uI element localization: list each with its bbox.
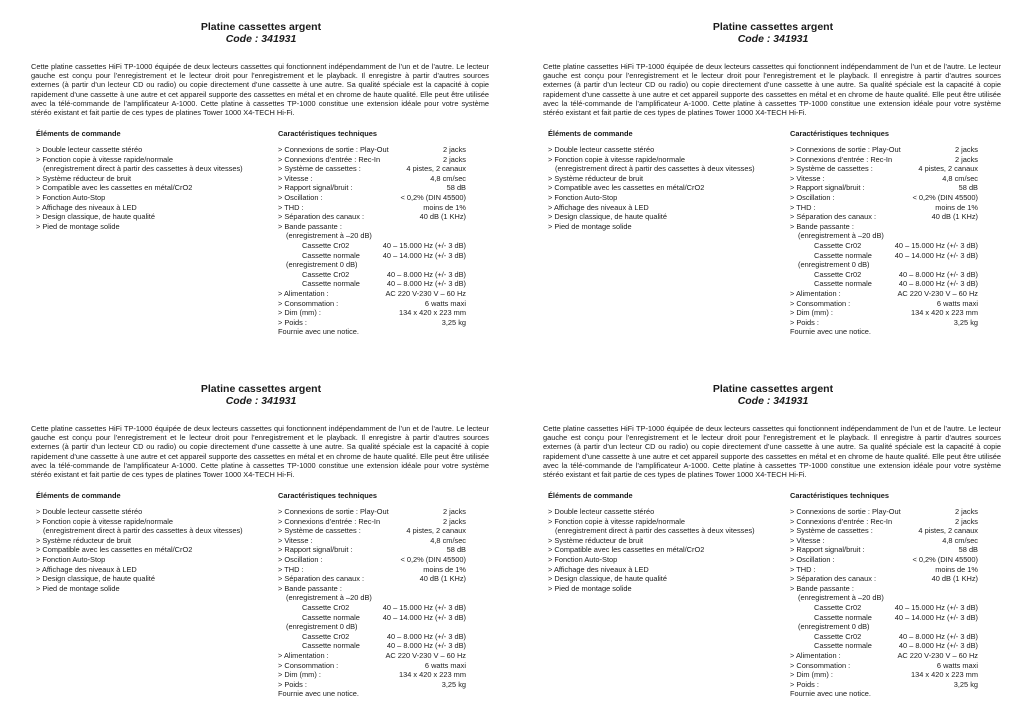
spec-label: (enregistrement à –20 dB) — [798, 593, 884, 603]
feature-item: > Compatible avec les cassettes en métal/CrO2 — [548, 545, 705, 555]
spec-label: > Bande passante : — [790, 583, 854, 593]
spec-label: Cassette normale — [302, 641, 360, 651]
features-list — [36, 145, 266, 231]
spec-label: > Rapport signal/bruit : — [278, 183, 353, 193]
spec-label: > Vitesse : — [278, 535, 313, 545]
spec-row — [790, 212, 978, 222]
feature-item: > Design classique, de haute qualité — [36, 212, 155, 222]
feature-item: (enregistrement direct à partir des cassettes à deux vitesses) — [43, 526, 243, 536]
spec-label: > Système de cassettes : — [278, 164, 361, 174]
features-list — [36, 507, 266, 593]
spec-value: 58 dB — [446, 545, 466, 555]
spec-value: < 0,2% (DIN 45500) — [912, 192, 978, 202]
spec-row — [790, 555, 978, 565]
spec-label: > Rapport signal/bruit : — [790, 545, 865, 555]
spec-label: > Système de cassettes : — [790, 164, 873, 174]
spec-row — [278, 318, 466, 328]
spec-value: 58 dB — [958, 183, 978, 193]
spec-row — [278, 164, 466, 174]
spec-value: 40 dB (1 KHz) — [931, 574, 978, 584]
spec-label: Cassette Cr02 — [302, 240, 350, 250]
spec-value: 3,25 kg — [953, 679, 978, 689]
spec-label: > Poids : — [278, 317, 307, 327]
spec-value: 40 – 14.000 Hz (+/- 3 dB) — [382, 250, 466, 260]
spec-value: 2 jacks — [954, 507, 978, 516]
spec-label: Cassette Cr02 — [814, 240, 862, 250]
spec-label: > Connexions de sortie : Play-Out — [790, 145, 901, 154]
product-sheet-1 — [31, 0, 491, 345]
spec-label: > Rapport signal/bruit : — [790, 183, 865, 193]
notice-footer: Fournie avec une notice. — [278, 327, 359, 337]
feature-item: > Système réducteur de bruit — [36, 535, 132, 545]
feature-item: > Affichage des niveaux à LED — [36, 202, 137, 212]
spec-row — [278, 593, 466, 603]
spec-row — [790, 279, 978, 289]
spec-value: 2 jacks — [954, 145, 978, 154]
spec-label: Cassette Cr02 — [302, 602, 350, 612]
spec-row — [790, 593, 978, 603]
spec-label: > Séparation des canaux : — [790, 212, 877, 222]
spec-value: 40 – 15.000 Hz (+/- 3 dB) — [894, 240, 978, 250]
spec-value: 40 – 8.000 Hz (+/- 3 dB) — [898, 641, 978, 651]
spec-label: > THD : — [790, 564, 816, 574]
spec-value: < 0,2% (DIN 45500) — [400, 192, 466, 202]
spec-row — [278, 555, 466, 565]
spec-label: > Oscillation : — [790, 554, 835, 564]
spec-value: 4 pistes, 2 canaux — [918, 526, 978, 536]
spec-row — [790, 536, 978, 546]
spec-label: > THD : — [278, 202, 304, 212]
spec-value: 4 pistes, 2 canaux — [918, 164, 978, 174]
spec-row — [278, 517, 466, 527]
spec-row — [278, 231, 466, 241]
spec-label: > Consommation : — [790, 660, 851, 670]
spec-row — [278, 507, 466, 517]
product-sheet-2 — [543, 0, 1003, 345]
spec-label: Cassette Cr02 — [814, 631, 862, 641]
spec-row — [790, 603, 978, 613]
spec-row — [790, 574, 978, 584]
product-description: Cette platine cassettes HiFi TP-1000 équipée de deux lecteurs cassettes qui fonctionnent indépendamment de l’un et de l’autre. Le lecteur gauche est conçu pour l’enregistrement et le lecteur droit pour l’enregistrement et le playback. Il enregistre à partir d’autres sources externes (à partir d’un lecteur CD ou radio) ou copie directement d’une cassette à une autre. Sa qualité spéciale est la capacité à copie rapidement d’une cassette à une autre et cet appareil supporte des cassettes en métal et en chrome de haute qualité. Elle peut être utilisée avec la télé-commande de l’amplificateur A-1000. Cette platine à cassettes TP-1000 constitue une extension idéale pour votre système stéréo existant et fait partie de ces types de platines Tower 1000 X4-TECH Hi-Fi. — [543, 62, 1001, 118]
spec-value: AC 220 V-230 V – 60 Hz — [897, 650, 978, 660]
features-list — [548, 507, 778, 593]
spec-row — [790, 231, 978, 241]
product-sheet-3 — [31, 362, 491, 707]
spec-value: 40 – 8.000 Hz (+/- 3 dB) — [898, 269, 978, 279]
spec-row — [278, 308, 466, 318]
spec-row — [790, 299, 978, 309]
spec-value: 40 – 8.000 Hz (+/- 3 dB) — [898, 631, 978, 641]
product-code: Code : 341931 — [737, 395, 809, 407]
spec-value: 40 – 8.000 Hz (+/- 3 dB) — [386, 279, 466, 289]
spec-label: (enregistrement 0 dB) — [798, 622, 870, 632]
spec-value: 6 watts maxi — [424, 660, 466, 670]
spec-row — [278, 680, 466, 690]
feature-item: > Double lecteur cassette stéréo — [548, 507, 655, 516]
spec-value: 4 pistes, 2 canaux — [406, 526, 466, 536]
spec-label: (enregistrement 0 dB) — [286, 260, 358, 270]
product-description: Cette platine cassettes HiFi TP-1000 équipée de deux lecteurs cassettes qui fonctionnent indépendamment de l’un et de l’autre. Le lecteur gauche est conçu pour l’enregistrement et le lecteur droit pour l’enregistrement et le playback. Il enregistre à partir d’autres sources externes (à partir d’un lecteur CD ou radio) ou copie directement d’une cassette à une autre. Sa qualité spéciale est la capacité à copie rapidement d’une cassette à une autre et cet appareil supporte des cassettes en métal et en chrome de haute qualité. Elle peut être utilisée avec la télé-commande de l’amplificateur A-1000. Cette platine à cassettes TP-1000 constitue une extension idéale pour votre système stéréo existant et fait partie de ces types de platines Tower 1000 X4-TECH Hi-Fi. — [31, 424, 489, 480]
spec-row — [790, 613, 978, 623]
product-code: Code : 341931 — [225, 33, 297, 45]
spec-label: > Séparation des canaux : — [278, 212, 365, 222]
spec-value: 2 jacks — [954, 516, 978, 526]
feature-item: > Affichage des niveaux à LED — [36, 564, 137, 574]
spec-value: 58 dB — [446, 183, 466, 193]
spec-label: > Poids : — [278, 679, 307, 689]
feature-item: > Fonction copie à vitesse rapide/normale — [548, 154, 686, 164]
spec-row — [790, 251, 978, 261]
spec-row — [278, 145, 466, 155]
spec-row — [790, 260, 978, 270]
spec-value: 6 watts maxi — [936, 660, 978, 670]
features-heading: Éléments de commande — [548, 129, 633, 138]
spec-row — [790, 632, 978, 642]
spec-label: > Alimentation : — [278, 288, 329, 298]
spec-label: > Consommation : — [278, 298, 339, 308]
spec-row — [790, 270, 978, 280]
spec-row — [278, 241, 466, 251]
feature-item: > Fonction Auto-Stop — [36, 554, 106, 564]
feature-item: (enregistrement direct à partir des cassettes à deux vitesses) — [555, 164, 755, 174]
spec-value: 40 – 14.000 Hz (+/- 3 dB) — [382, 612, 466, 622]
spec-row — [278, 565, 466, 575]
feature-item: > Système réducteur de bruit — [548, 173, 644, 183]
spec-row — [790, 241, 978, 251]
spec-label: Cassette normale — [302, 612, 360, 622]
spec-label: (enregistrement 0 dB) — [798, 260, 870, 270]
spec-value: 40 – 14.000 Hz (+/- 3 dB) — [894, 250, 978, 260]
feature-item: > Système réducteur de bruit — [548, 535, 644, 545]
feature-item: (enregistrement direct à partir des cassettes à deux vitesses) — [555, 526, 755, 536]
spec-row — [278, 661, 466, 671]
spec-label: > Dim (mm) : — [790, 308, 833, 318]
spec-row — [790, 174, 978, 184]
feature-item: > Pied de montage solide — [36, 221, 120, 231]
spec-value: 40 – 15.000 Hz (+/- 3 dB) — [382, 602, 466, 612]
spec-row — [790, 641, 978, 651]
spec-value: 4,8 cm/sec — [942, 535, 978, 545]
spec-value: moins de 1% — [423, 202, 466, 212]
spec-row — [790, 680, 978, 690]
feature-item: > Fonction copie à vitesse rapide/normale — [548, 516, 686, 526]
specs-heading: Caractéristiques techniques — [278, 491, 377, 500]
spec-value: 4,8 cm/sec — [430, 173, 466, 183]
notice-footer: Fournie avec une notice. — [790, 327, 871, 337]
spec-value: < 0,2% (DIN 45500) — [400, 554, 466, 564]
spec-value: AC 220 V-230 V – 60 Hz — [385, 650, 466, 660]
spec-row — [790, 661, 978, 671]
spec-row — [278, 222, 466, 232]
spec-value: 134 x 420 x 223 mm — [911, 670, 978, 680]
spec-row — [278, 279, 466, 289]
spec-row — [790, 318, 978, 328]
spec-row — [278, 536, 466, 546]
spec-value: moins de 1% — [423, 564, 466, 574]
spec-label: Cassette normale — [814, 250, 872, 260]
spec-label: > Poids : — [790, 317, 819, 327]
spec-label: > Connexions de sortie : Play-Out — [790, 507, 901, 516]
spec-label: Cassette normale — [814, 641, 872, 651]
spec-value: 40 – 15.000 Hz (+/- 3 dB) — [382, 240, 466, 250]
spec-value: < 0,2% (DIN 45500) — [912, 554, 978, 564]
spec-value: 3,25 kg — [953, 317, 978, 327]
spec-value: 2 jacks — [442, 516, 466, 526]
feature-item: > Affichage des niveaux à LED — [548, 202, 649, 212]
spec-row — [278, 651, 466, 661]
spec-label: > Connexions d’entrée : Rec-In — [790, 516, 893, 526]
spec-label: > Système de cassettes : — [278, 526, 361, 536]
spec-value: 4,8 cm/sec — [430, 535, 466, 545]
spec-value: 40 – 8.000 Hz (+/- 3 dB) — [898, 279, 978, 289]
spec-row — [278, 622, 466, 632]
spec-row — [790, 584, 978, 594]
spec-row — [278, 289, 466, 299]
feature-item: > Fonction Auto-Stop — [36, 192, 106, 202]
feature-item: > Compatible avec les cassettes en métal/CrO2 — [36, 183, 193, 193]
features-heading: Éléments de commande — [36, 491, 121, 500]
spec-value: 134 x 420 x 223 mm — [399, 670, 466, 680]
product-sheet-4 — [543, 362, 1003, 707]
spec-label: (enregistrement 0 dB) — [286, 622, 358, 632]
spec-value: moins de 1% — [935, 564, 978, 574]
feature-item: > Système réducteur de bruit — [36, 173, 132, 183]
spec-label: > Dim (mm) : — [278, 308, 321, 318]
spec-label: Cassette normale — [814, 279, 872, 289]
spec-row — [278, 574, 466, 584]
spec-label: > Vitesse : — [790, 535, 825, 545]
feature-item: > Fonction copie à vitesse rapide/normale — [36, 516, 174, 526]
feature-item: > Design classique, de haute qualité — [36, 574, 155, 584]
feature-item: > Affichage des niveaux à LED — [548, 564, 649, 574]
spec-label: > Connexions d’entrée : Rec-In — [790, 154, 893, 164]
feature-item: > Fonction copie à vitesse rapide/normale — [36, 154, 174, 164]
specs-list — [278, 507, 466, 699]
product-description: Cette platine cassettes HiFi TP-1000 équipée de deux lecteurs cassettes qui fonctionnent indépendamment de l’un et de l’autre. Le lecteur gauche est conçu pour l’enregistrement et le lecteur droit pour l’enregistrement et le playback. Il enregistre à partir d’autres sources externes (à partir d’un lecteur CD ou radio) ou copie directement d’une cassette à une autre. Sa qualité spéciale est la capacité à copie rapidement d’une cassette à une autre et cet appareil supporte des cassettes en métal et en chrome de haute qualité. Elle peut être utilisée avec la télé-commande de l’amplificateur A-1000. Cette platine à cassettes TP-1000 constitue une extension idéale pour votre système stéréo existant et fait partie de ces types de platines Tower 1000 X4-TECH Hi-Fi. — [543, 424, 1001, 480]
spec-value: 6 watts maxi — [936, 298, 978, 308]
spec-row — [278, 641, 466, 651]
spec-value: 3,25 kg — [441, 317, 466, 327]
spec-row — [790, 651, 978, 661]
spec-label: > Séparation des canaux : — [790, 574, 877, 584]
spec-value: 4,8 cm/sec — [942, 173, 978, 183]
feature-item: (enregistrement direct à partir des cassettes à deux vitesses) — [43, 164, 243, 174]
specs-heading: Caractéristiques techniques — [278, 129, 377, 138]
spec-row — [790, 164, 978, 174]
feature-item: > Double lecteur cassette stéréo — [36, 507, 143, 516]
spec-label: > Bande passante : — [790, 221, 854, 231]
spec-label: > Dim (mm) : — [278, 670, 321, 680]
spec-label: Cassette normale — [302, 279, 360, 289]
spec-label: > Bande passante : — [278, 583, 342, 593]
spec-label: Cassette Cr02 — [814, 269, 862, 279]
spec-row — [790, 183, 978, 193]
spec-value: 58 dB — [958, 545, 978, 555]
specs-list — [790, 145, 978, 337]
spec-row — [278, 299, 466, 309]
spec-label: > Connexions de sortie : Play-Out — [278, 145, 389, 154]
spec-row — [278, 632, 466, 642]
spec-label: > Connexions de sortie : Play-Out — [278, 507, 389, 516]
spec-label: Cassette normale — [302, 250, 360, 260]
spec-label: > Poids : — [790, 679, 819, 689]
spec-row — [790, 670, 978, 680]
spec-row — [278, 270, 466, 280]
spec-label: > Vitesse : — [278, 173, 313, 183]
spec-value: 4 pistes, 2 canaux — [406, 164, 466, 174]
notice-footer: Fournie avec une notice. — [790, 689, 871, 699]
product-title: Platine cassettes argent — [712, 21, 834, 33]
spec-row — [790, 193, 978, 203]
spec-value: 40 – 15.000 Hz (+/- 3 dB) — [894, 602, 978, 612]
spec-row — [278, 174, 466, 184]
spec-row — [790, 517, 978, 527]
feature-item: > Pied de montage solide — [548, 583, 632, 593]
spec-label: > Vitesse : — [790, 173, 825, 183]
feature-item: > Double lecteur cassette stéréo — [36, 145, 143, 154]
specs-list — [790, 507, 978, 699]
features-list — [548, 145, 778, 231]
spec-value: 134 x 420 x 223 mm — [911, 308, 978, 318]
spec-label: > Oscillation : — [790, 192, 835, 202]
spec-value: 40 dB (1 KHz) — [931, 212, 978, 222]
spec-label: Cassette normale — [814, 612, 872, 622]
feature-item: > Pied de montage solide — [548, 221, 632, 231]
spec-value: 2 jacks — [954, 154, 978, 164]
spec-label: > Séparation des canaux : — [278, 574, 365, 584]
spec-row — [790, 526, 978, 536]
spec-label: > Rapport signal/bruit : — [278, 545, 353, 555]
spec-value: 3,25 kg — [441, 679, 466, 689]
specs-list — [278, 145, 466, 337]
spec-label: (enregistrement à –20 dB) — [798, 231, 884, 241]
spec-row — [790, 565, 978, 575]
spec-label: Cassette Cr02 — [814, 602, 862, 612]
feature-item: > Design classique, de haute qualité — [548, 212, 667, 222]
spec-row — [278, 251, 466, 261]
spec-row — [790, 289, 978, 299]
spec-row — [278, 155, 466, 165]
spec-row — [278, 193, 466, 203]
spec-value: 40 – 8.000 Hz (+/- 3 dB) — [386, 641, 466, 651]
spec-label: > Système de cassettes : — [790, 526, 873, 536]
spec-label: > Oscillation : — [278, 554, 323, 564]
spec-value: 2 jacks — [442, 154, 466, 164]
product-title: Platine cassettes argent — [712, 383, 834, 395]
spec-row — [278, 526, 466, 536]
spec-value: 40 – 8.000 Hz (+/- 3 dB) — [386, 631, 466, 641]
product-title: Platine cassettes argent — [200, 383, 322, 395]
spec-label: > Alimentation : — [790, 288, 841, 298]
spec-label: (enregistrement à –20 dB) — [286, 593, 372, 603]
spec-label: Cassette Cr02 — [302, 269, 350, 279]
spec-row — [790, 222, 978, 232]
spec-label: > Connexions d’entrée : Rec-In — [278, 516, 381, 526]
feature-item: > Design classique, de haute qualité — [548, 574, 667, 584]
spec-label: > Consommation : — [790, 298, 851, 308]
spec-value: AC 220 V-230 V – 60 Hz — [385, 288, 466, 298]
features-heading: Éléments de commande — [548, 491, 633, 500]
spec-value: 2 jacks — [442, 145, 466, 154]
feature-item: > Fonction Auto-Stop — [548, 554, 618, 564]
spec-value: AC 220 V-230 V – 60 Hz — [897, 288, 978, 298]
spec-row — [790, 155, 978, 165]
spec-row — [790, 203, 978, 213]
spec-row — [790, 507, 978, 517]
spec-row — [790, 622, 978, 632]
spec-label: Cassette Cr02 — [302, 631, 350, 641]
spec-row — [278, 670, 466, 680]
spec-row — [278, 260, 466, 270]
spec-row — [790, 308, 978, 318]
spec-value: 40 – 14.000 Hz (+/- 3 dB) — [894, 612, 978, 622]
spec-row — [790, 145, 978, 155]
spec-value: 134 x 420 x 223 mm — [399, 308, 466, 318]
product-code: Code : 341931 — [225, 395, 297, 407]
spec-row — [278, 613, 466, 623]
spec-value: 40 dB (1 KHz) — [419, 574, 466, 584]
spec-label: > THD : — [790, 202, 816, 212]
spec-row — [278, 212, 466, 222]
spec-row — [278, 584, 466, 594]
spec-label: > Consommation : — [278, 660, 339, 670]
feature-item: > Fonction Auto-Stop — [548, 192, 618, 202]
spec-value: 40 dB (1 KHz) — [419, 212, 466, 222]
spec-row — [790, 545, 978, 555]
spec-label: > Bande passante : — [278, 221, 342, 231]
features-heading: Éléments de commande — [36, 129, 121, 138]
feature-item: > Compatible avec les cassettes en métal/CrO2 — [548, 183, 705, 193]
product-code: Code : 341931 — [737, 33, 809, 45]
feature-item: > Pied de montage solide — [36, 583, 120, 593]
product-description: Cette platine cassettes HiFi TP-1000 équipée de deux lecteurs cassettes qui fonctionnent indépendamment de l’un et de l’autre. Le lecteur gauche est conçu pour l’enregistrement et le lecteur droit pour l’enregistrement et le playback. Il enregistre à partir d’autres sources externes (à partir d’un lecteur CD ou radio) ou copie directement d’une cassette à une autre. Sa qualité spéciale est la capacité à copie rapidement d’une cassette à une autre et cet appareil supporte des cassettes en métal et en chrome de haute qualité. Elle peut être utilisée avec la télé-commande de l’amplificateur A-1000. Cette platine à cassettes TP-1000 constitue une extension idéale pour votre système stéréo existant et fait partie de ces types de platines Tower 1000 X4-TECH Hi-Fi. — [31, 62, 489, 118]
spec-row — [278, 203, 466, 213]
feature-item: > Compatible avec les cassettes en métal/CrO2 — [36, 545, 193, 555]
spec-label: > Oscillation : — [278, 192, 323, 202]
spec-label: > Alimentation : — [278, 650, 329, 660]
spec-label: > THD : — [278, 564, 304, 574]
spec-row — [278, 183, 466, 193]
spec-row — [278, 603, 466, 613]
spec-value: moins de 1% — [935, 202, 978, 212]
spec-label: > Dim (mm) : — [790, 670, 833, 680]
specs-heading: Caractéristiques techniques — [790, 491, 889, 500]
notice-footer: Fournie avec une notice. — [278, 689, 359, 699]
spec-value: 40 – 8.000 Hz (+/- 3 dB) — [386, 269, 466, 279]
spec-label: (enregistrement à –20 dB) — [286, 231, 372, 241]
spec-label: > Connexions d’entrée : Rec-In — [278, 154, 381, 164]
spec-value: 2 jacks — [442, 507, 466, 516]
specs-heading: Caractéristiques techniques — [790, 129, 889, 138]
spec-value: 6 watts maxi — [424, 298, 466, 308]
feature-item: > Double lecteur cassette stéréo — [548, 145, 655, 154]
spec-label: > Alimentation : — [790, 650, 841, 660]
spec-row — [278, 545, 466, 555]
product-title: Platine cassettes argent — [200, 21, 322, 33]
